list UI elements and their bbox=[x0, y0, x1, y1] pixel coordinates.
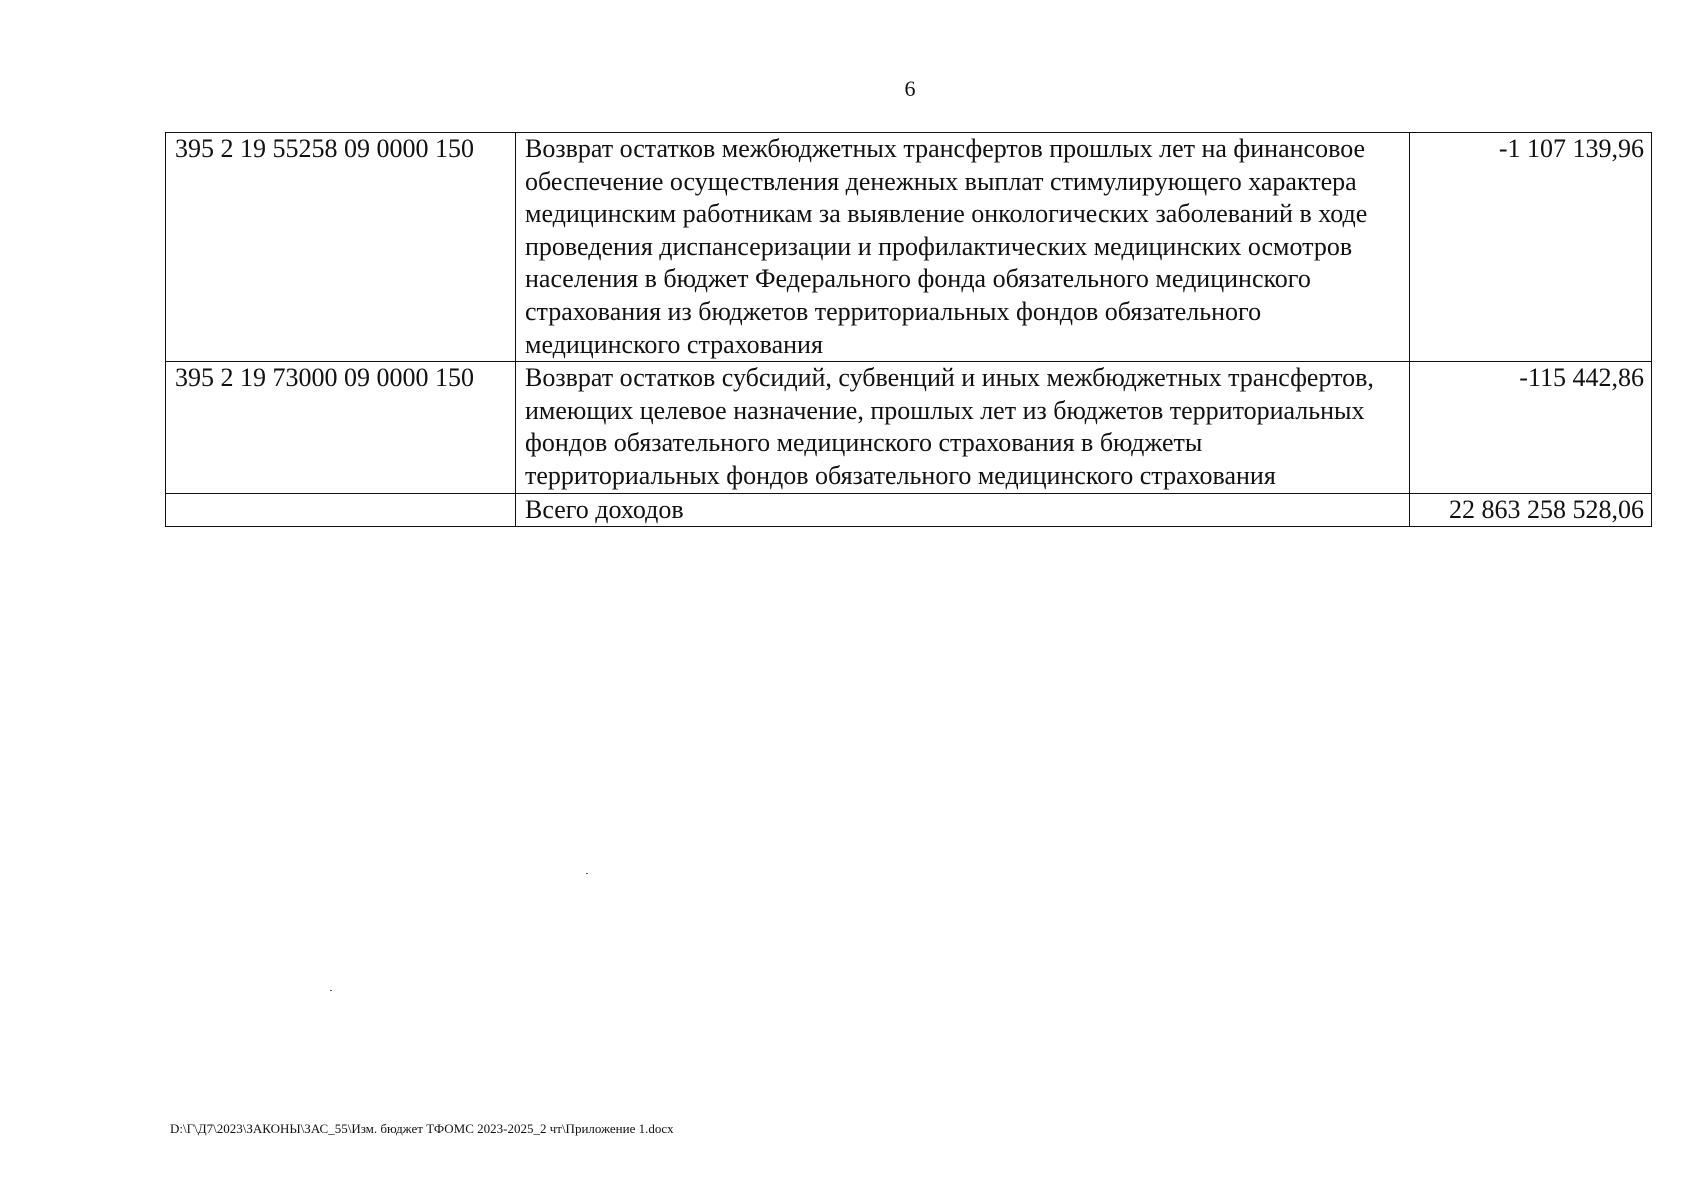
budget-code-cell: 395 2 19 73000 09 0000 150 bbox=[166, 362, 516, 493]
total-label-cell: Всего доходов bbox=[516, 493, 1410, 527]
total-amount-cell: 22 863 258 528,06 bbox=[1410, 493, 1652, 527]
page-number: 6 bbox=[904, 76, 916, 101]
amount-cell: -115 442,86 bbox=[1410, 362, 1652, 493]
revenue-name-cell: Возврат остатков субсидий, субвенций и иных межбюджетных трансфертов, имеющих целевое назначение, прошлых лет из бюджетов территориальных фондов обязательного медицинского страхования в бюджеты территориальных фондов обязательного медицинского страхования bbox=[516, 362, 1410, 493]
revenue-name-cell: Возврат остатков межбюджетных трансфертов прошлых лет на финансовое обеспечение осуществления денежных выплат стимулирующего характера медицинским работникам за выявление онкологических заболеваний в ходе проведения диспансеризации и профилактических медицинских осмотров населения в бюджет Федерального фонда обязательного медицинского страхования из бюджетов территориальных фондов обязательного медицинского страхования bbox=[516, 133, 1410, 362]
total-row bbox=[166, 493, 1652, 527]
table-row bbox=[166, 133, 1652, 362]
scan-speck bbox=[330, 990, 332, 991]
budget-code-cell: 395 2 19 55258 09 0000 150 bbox=[166, 133, 516, 362]
table-row bbox=[166, 362, 1652, 493]
budget-code-cell bbox=[166, 493, 516, 527]
file-path-footer: D:\Г\Д7\2023\ЗАКОНЫ\ЗАС_55\Изм. бюджет ТФОМС 2023-2025_2 чт\Приложение 1.docx bbox=[170, 1121, 674, 1136]
budget-revenue-table bbox=[165, 132, 1652, 527]
scan-speck bbox=[586, 873, 588, 874]
amount-cell: -1 107 139,96 bbox=[1410, 133, 1652, 362]
